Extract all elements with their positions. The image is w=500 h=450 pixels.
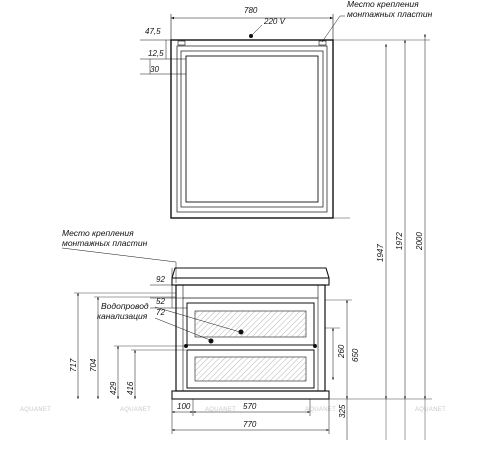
cabinet-mount-note: Место крепления xyxy=(62,228,134,238)
pipes-note: канализация xyxy=(97,311,148,321)
watermark: AQUANET xyxy=(415,407,447,413)
height-1972-label: 1972 xyxy=(395,232,404,250)
height-1947-label: 1947 xyxy=(376,244,385,262)
mirror-mount-note: Место крепления xyxy=(347,0,419,9)
power-outlet-label: 220 V xyxy=(264,17,285,26)
height-717-label: 717 xyxy=(69,358,78,372)
dim-100-label: 100 xyxy=(177,402,191,411)
frame-dim-label: 30 xyxy=(150,65,159,74)
dim-325-label: 325 xyxy=(338,404,347,418)
watermark: AQUANET xyxy=(305,407,337,413)
mirror-width-label: 780 xyxy=(244,6,258,15)
watermark: AQUANET xyxy=(20,407,52,413)
cabinet-mount-note: монтажных пластин xyxy=(62,238,148,248)
height-2000-label: 2000 xyxy=(415,232,424,250)
cabinet-dim-label: 92 xyxy=(156,275,165,284)
dim-570-label: 570 xyxy=(243,402,257,411)
mirror-view xyxy=(140,14,345,218)
dim-770-label: 770 xyxy=(243,420,257,429)
height-416-label: 416 xyxy=(126,381,135,395)
watermark: AQUANET xyxy=(205,407,237,413)
frame-dim-label: 12,5 xyxy=(148,49,164,58)
frame-dim-label: 47,5 xyxy=(145,27,161,36)
mirror-mount-note: монтажных пластин xyxy=(347,9,433,19)
dim-650-label: 650 xyxy=(351,348,360,362)
cabinet-dim-label: 52 xyxy=(156,297,165,306)
height-429-label: 429 xyxy=(109,381,118,395)
dim-260-label: 260 xyxy=(337,344,346,358)
height-704-label: 704 xyxy=(89,358,98,372)
watermark: AQUANET xyxy=(120,407,152,413)
cabinet-dim-label: 72 xyxy=(156,308,165,317)
pipes-note: Водопровод xyxy=(101,301,149,311)
